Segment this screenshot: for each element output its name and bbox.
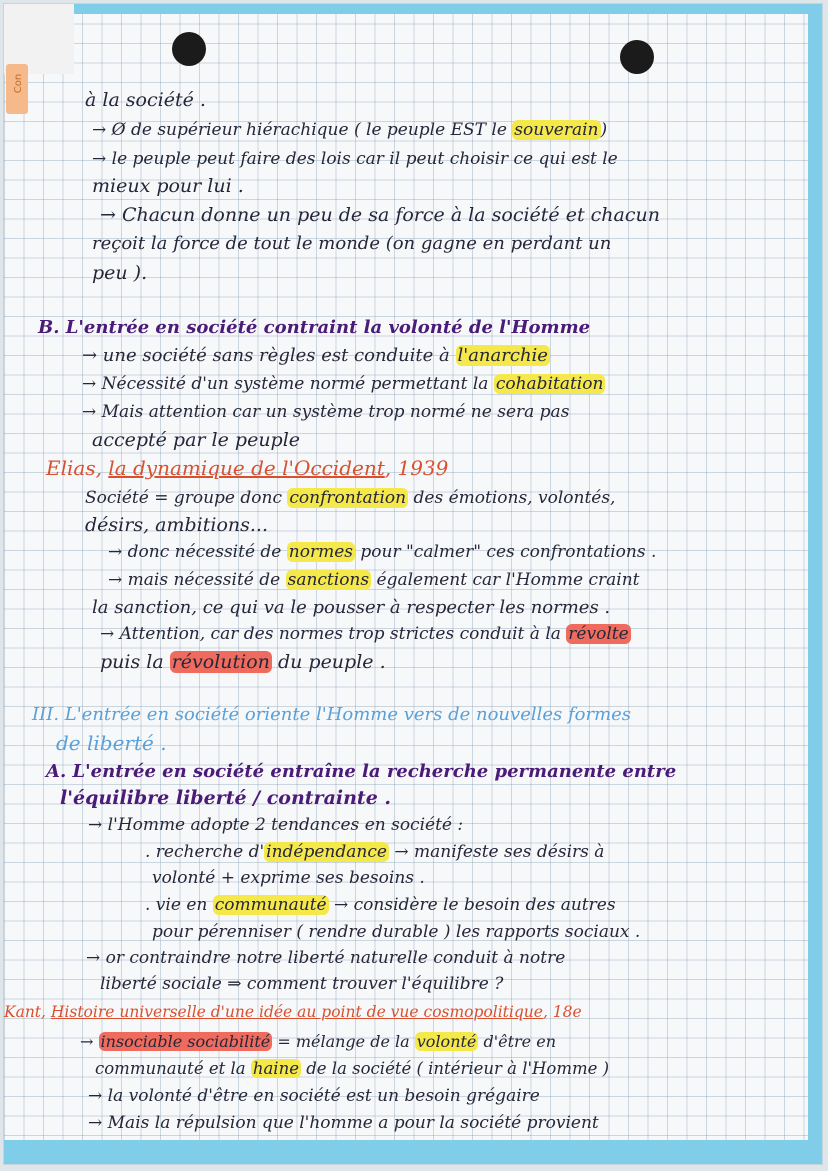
highlight: sanctions (287, 570, 370, 590)
note-line: → l'Homme adopte 2 tendances en société : (88, 815, 464, 835)
highlight: normes (288, 542, 353, 562)
highlight: révolution (171, 651, 270, 673)
elias-reference: Elias, la dynamique de l'Occident, 1939 (46, 456, 449, 480)
note-line: Société = groupe donc confrontation des émotions, volontés, (85, 488, 616, 508)
note-line: → or contraindre notre liberté naturelle conduit à notre (86, 948, 566, 968)
note-line: la sanction, ce qui va le pousser à respecter les normes . (92, 597, 611, 618)
note-line: puis la révolution du peuple . (100, 651, 386, 673)
section-a-title: l'équilibre liberté / contrainte . (60, 787, 392, 809)
note-line: . recherche d' indépendance → manifeste ses désirs à (145, 842, 605, 862)
note-line: → Mais la répulsion que l'homme a pour la société provient (88, 1113, 599, 1133)
highlight: cohabitation (495, 374, 604, 394)
note-line: liberté sociale ⇒ comment trouver l'équilibre ? (100, 974, 504, 994)
section-a-title: A. L'entrée en société entraîne la recherche permanente entre (46, 761, 677, 782)
note-line: → Attention, car des normes trop strictes conduit à la révolte (100, 624, 629, 644)
kant-reference: Kant, Histoire universelle d'une idée au point de vue cosmopolitique, 18e (4, 1003, 582, 1021)
note-line: → une société sans règles est conduite à l'anarchie (82, 345, 548, 366)
note-line: → mais nécessité de sanctions également car l'Homme craint (108, 570, 640, 590)
note-line: mieux pour lui . (92, 175, 244, 197)
highlight: indépendance (266, 842, 387, 862)
note-line: désirs, ambitions... (85, 514, 268, 536)
note-line: accepté par le peuple (92, 429, 301, 451)
highlight: insociable sociabilité (100, 1032, 271, 1051)
highlight: volonté (416, 1032, 477, 1051)
highlight: révolte (568, 624, 629, 644)
section-iii-title: de liberté . (56, 731, 167, 755)
tab-label: Con (13, 73, 25, 94)
note-line: pour pérenniser ( rendre durable ) les rapports sociaux . (152, 922, 641, 942)
note-line: volonté + exprime ses besoins . (152, 868, 425, 888)
note-line: peu ). (92, 262, 148, 284)
highlight: haine (252, 1059, 299, 1078)
note-line: → Nécessité d'un système normé permettant la cohabitation (82, 374, 604, 394)
note-line: → Mais attention car un système trop normé ne sera pas (82, 402, 570, 422)
note-line: . vie en communauté → considère le besoin des autres (145, 895, 616, 915)
note-line: → Chacun donne un peu de sa force à la société et chacun (100, 204, 660, 226)
note-line: → insociable sociabilité = mélange de la volonté d'être en (80, 1032, 556, 1051)
note-line: → le peuple peut faire des lois car il peut choisir ce qui est le (92, 149, 618, 169)
highlight: souverain (514, 120, 599, 140)
section-iii-title: III. L'entrée en société oriente l'Homme vers de nouvelles formes (32, 704, 632, 725)
highlight: l'anarchie (457, 345, 548, 366)
note-line: → Ø de supérieur hiérachique ( le peuple EST le souverain ) (92, 120, 608, 140)
note-line: → donc nécessité de normes pour "calmer" ces confrontations . (108, 542, 657, 562)
note-line: communauté et la haine de la société ( intérieur à l'Homme ) (95, 1059, 610, 1078)
note-line: à la société . (85, 89, 206, 111)
section-b-title: B. L'entrée en société contraint la volonté de l'Homme (38, 317, 591, 338)
highlight: communauté (214, 895, 327, 915)
highlight: confrontation (289, 488, 407, 508)
note-line: reçoit la force de tout le monde (on gagne en perdant un (92, 233, 612, 254)
note-line: → la volonté d'être en société est un besoin grégaire (88, 1086, 540, 1106)
